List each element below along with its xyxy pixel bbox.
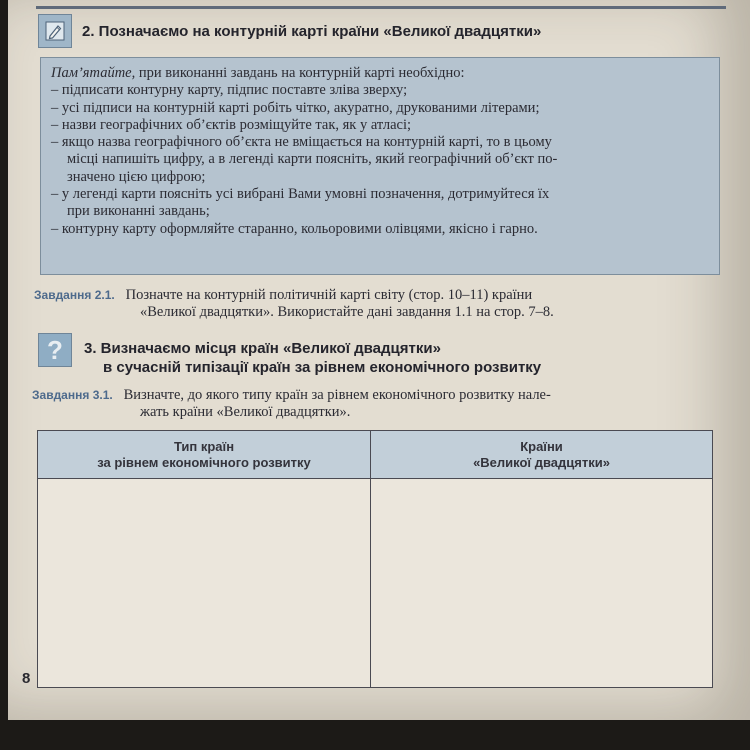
memo-line: – у легенді карти поясніть усі вибрані Вами умовні позначення, дотримуйтеся їх bbox=[51, 186, 550, 203]
memo-line: значено цією цифрою; bbox=[67, 168, 206, 185]
task-3-1-line1: Визначте, до якого типу країн за рівнем економічного розвитку нале- bbox=[123, 387, 551, 403]
memo-box bbox=[40, 57, 720, 275]
memo-intro bbox=[51, 65, 707, 82]
table-cell-countries[interactable] bbox=[371, 479, 713, 688]
memo-intro-rest: при виконанні завдань на контурній карті необхідно: bbox=[135, 65, 465, 81]
section-2-title: 2. Позначаємо на контурній карті країни «Великої двадцятки» bbox=[82, 23, 542, 40]
memo-line: – контурну карту оформляйте старанно, кольоровими олівцями, якісно і гарно. bbox=[51, 220, 538, 237]
answer-table bbox=[37, 430, 713, 688]
memo-line: місці напишіть цифру, а в легенді карти поясніть, який географічний об’єкт по- bbox=[67, 151, 558, 168]
task-2-1-label: Завдання 2.1. bbox=[34, 288, 115, 302]
memo-line: – якщо назва географічного об’єкта не вміщається на контурній карті, то в цьому bbox=[51, 134, 552, 151]
table-cell-type[interactable] bbox=[38, 479, 371, 688]
table-header-type-line2: за рівнем економічного розвитку bbox=[97, 454, 311, 470]
task-2-1-line2: «Великої двадцятки». Використайте дані завдання 1.1 на стор. 7–8. bbox=[140, 304, 554, 320]
section-3-title-line2: в сучасній типізації країн за рівнем економічного розвитку bbox=[103, 359, 542, 376]
task-3-1-line2: жать країни «Великої двадцятки». bbox=[140, 404, 351, 420]
memo-line: – підписати контурну карту, підпис поставте зліва зверху; bbox=[51, 82, 408, 99]
section-3-title-line1: 3. Визначаємо місця країн «Великої двадцятки» bbox=[84, 340, 441, 357]
memo-line: при виконанні завдань; bbox=[67, 203, 210, 220]
memo-intro-lead: Пам’ятайте, bbox=[51, 65, 136, 81]
question-icon: ? bbox=[38, 333, 72, 367]
task-3-1 bbox=[32, 387, 732, 421]
pencil-icon bbox=[38, 14, 72, 48]
table-header-countries-line2: «Великої двадцятки» bbox=[473, 454, 610, 470]
top-rule bbox=[36, 6, 726, 9]
memo-line: – назви географічних об’єктів розміщуйте так, як у атласі; bbox=[51, 116, 412, 133]
task-3-1-label: Завдання 3.1. bbox=[32, 388, 113, 402]
table-header-type-line1: Тип країн bbox=[173, 438, 235, 454]
page-number: 8 bbox=[22, 670, 31, 687]
table-header-countries-line1: Країни bbox=[520, 438, 563, 454]
workbook-page bbox=[8, 0, 750, 720]
section-3-title bbox=[84, 339, 541, 377]
task-2-1 bbox=[34, 287, 734, 321]
table-header-type bbox=[38, 431, 371, 479]
memo-line: – усі підписи на контурній карті робіть чітко, акуратно, друкованими літерами; bbox=[51, 99, 540, 116]
table-header-countries bbox=[371, 431, 713, 479]
task-2-1-line1: Позначте на контурній політичній карті світу (стор. 10–11) країни bbox=[125, 287, 533, 303]
